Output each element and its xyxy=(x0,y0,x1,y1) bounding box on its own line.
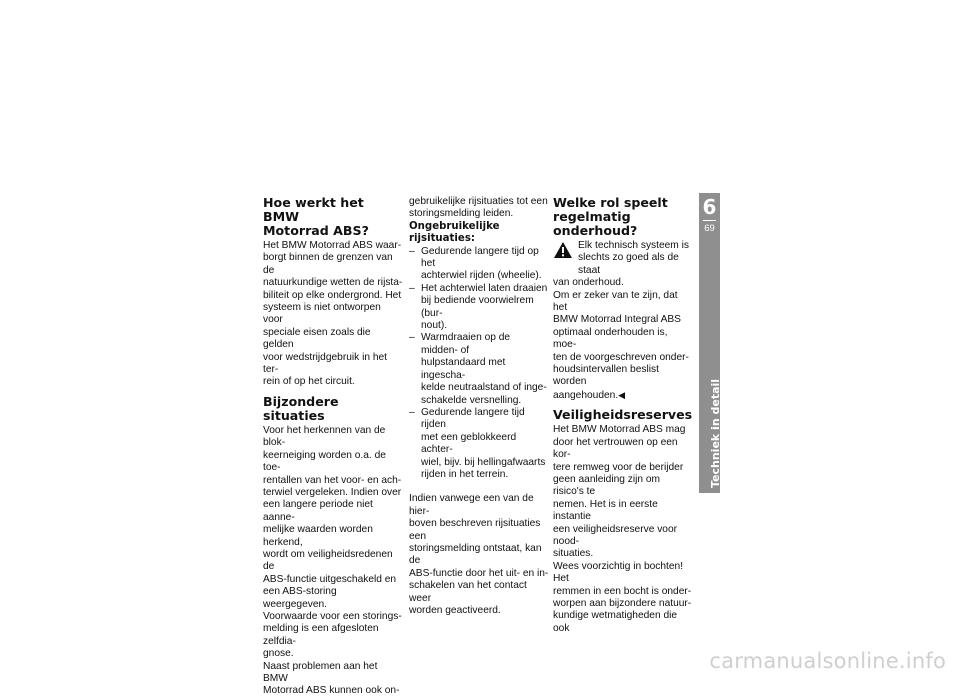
spacer xyxy=(409,481,549,493)
list-title-unusual-situations: Ongebruikelijke rijsituaties: xyxy=(409,220,500,245)
heading-special-situations: Bijzondere situaties xyxy=(263,393,339,423)
warning-note xyxy=(553,240,693,277)
column-2 xyxy=(409,196,549,617)
warning-text: Elk technisch systeem is slechts zo goed als de staat xyxy=(578,240,689,276)
chapter-title: Techniek in detail xyxy=(709,378,722,488)
end-of-section-icon: ◀ xyxy=(618,389,626,400)
chapter-side-tab xyxy=(699,193,720,493)
column-1 xyxy=(263,196,403,698)
paragraph-special-situations: Voor het herkennen van de blok- keerneiging worden o.a. de toe- rentallen van het voor- en ach- terwiel vergeleken. Indien over een langere periode niet aanne- melijke waarden worden herkend, wordt om veiligheidsredenen de ABS-functie uitgeschakeld en een ABS-storing weergegeven. Voorwaarde voor een storings- melding is een afgesloten zelfdia- gnose. Naast problemen aan het BMW Motorrad ABS kunnen ook on- xyxy=(263,424,402,697)
list-item: – Warmdraaien op de midden- of hulpstandaard met ingescha- kelde neutraalstand of inge- schakelde versnelling. xyxy=(409,332,549,406)
list-item: – Gedurende langere tijd op het achterwiel rijden (wheelie). xyxy=(409,246,549,283)
chapter-divider xyxy=(703,220,716,221)
page-number: 69 xyxy=(704,223,715,234)
paragraph-maintenance xyxy=(553,277,693,402)
warning-triangle-icon xyxy=(553,241,573,259)
paragraph-maintenance-text: van onderhoud. Om er zeker van te zijn, dat het BMW Motorrad Integral ABS optimaal onderhouden is, moe- ten de voorgeschreven onder- houdsintervallen beslist worden aangehouden. xyxy=(553,277,689,401)
paragraph-reactivation: Indien vanwege een van de hier- boven beschreven rijsituaties een storingsmelding ontstaat, kan de ABS-functie door het uit- en in- schakelen van het contact weer worden geactiveerd. xyxy=(409,493,549,616)
heading-maintenance-role: Welke rol speelt regelmatig onderhoud? xyxy=(553,195,668,238)
paragraph-abs-intro: Het BMW Motorrad ABS waar- borgt binnen de grenzen van de natuurkundige wetten de rijsta- biliteit op elke ondergrond. Het systeem is niet ontworpen voor speciale eisen zoals die gelden voor wedstrijdgebruik in het ter- rein of op het circuit. xyxy=(263,240,403,388)
watermark: carmanualsonline.info xyxy=(709,649,946,673)
chapter-number: 6 xyxy=(702,195,717,219)
unusual-situations-list xyxy=(409,246,549,482)
paragraph-safety-reserves: Het BMW Motorrad ABS mag door het vertrouwen op een kor- tere remweg voor de berijder geen aanleiding zijn om risico's te nemen. Het is in eerste instantie een veiligheidsreserve voor nood- situaties. Wees voorzichtig in bochten! Het remmen in een bocht is onder- worpen aan bijzondere natuur- kundige wetmatigheden die ook xyxy=(553,424,692,634)
heading-safety-reserves: Veiligheidsreserves xyxy=(553,407,693,423)
paragraph-continued: gebruikelijke rijsituaties tot een storingsmelding leiden. xyxy=(409,196,548,220)
list-item: – Gedurende langere tijd rijden met een geblokkeerd achter- wiel, bijv. bij hellingafwaarts rijden in het terrein. xyxy=(409,407,549,481)
column-3 xyxy=(553,196,693,635)
heading-how-abs-works: Hoe werkt het BMW Motorrad ABS? xyxy=(263,195,369,238)
list-item: – Het achterwiel laten draaien bij bediende voorwielrem (bur- nout). xyxy=(409,283,549,333)
